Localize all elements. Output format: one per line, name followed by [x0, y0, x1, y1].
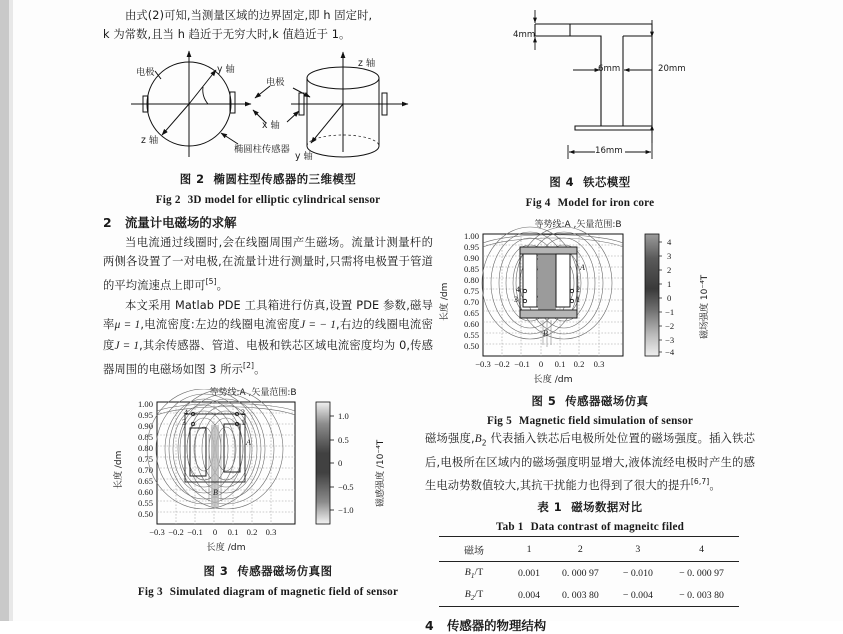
- fig5-ytick-5: 0.75: [463, 286, 479, 296]
- table-row-1-value-2: − 0.004: [612, 584, 664, 606]
- fig5-xtick-4: 0.1: [554, 359, 566, 369]
- fig5-annotation-3: 3: [514, 295, 518, 304]
- scan-edge-light: [9, 0, 13, 621]
- fig3-ytick-5: 0.75: [137, 454, 153, 465]
- table-row-0-value-2: − 0.010: [612, 562, 664, 584]
- para-3-tail: 。: [254, 362, 266, 376]
- fig4-caption-cn-num: 图 4: [549, 175, 575, 189]
- para-3-mu: μ = 1: [114, 319, 141, 332]
- fig5-cbtick-6: −2: [665, 321, 675, 331]
- figure-5-chart: [425, 220, 755, 385]
- fig5-caption-cn-num: 图 5: [531, 394, 557, 408]
- fig2-label-y-axis: y 轴: [217, 63, 235, 75]
- fig5-xtick-6: 0.3: [593, 359, 605, 369]
- fig3-x-axis-label: 长度 /dm: [206, 542, 246, 554]
- table-row-0-value-1: 0. 000 97: [549, 562, 612, 584]
- figure-5-caption-en: [425, 415, 755, 427]
- section-4-number: 4: [425, 618, 434, 634]
- fig3-xtick-0: −0.3: [149, 527, 165, 538]
- paragraph-1: [103, 6, 433, 45]
- para-3-b: ,电流密度:左边的线圈电流密度: [140, 318, 301, 332]
- fig3-cbtick-1: 0.5: [338, 435, 349, 446]
- para-2-tail: 。: [216, 278, 229, 292]
- fig5-annotation-1: 1: [576, 295, 580, 304]
- fig2-label-z-axis-left: z 轴: [141, 134, 159, 146]
- fig5-cbtick-3: 1: [667, 279, 672, 289]
- fig5-annotation-B: B: [543, 329, 548, 338]
- figure-4-diagram: [425, 0, 755, 178]
- section-2-number: 2: [103, 214, 112, 230]
- para-3-j1: J = − 1: [300, 319, 336, 332]
- table-row-1-value-3: − 0. 003 80: [664, 584, 739, 606]
- fig5-caption-en-num: Fig 5: [486, 415, 512, 427]
- fig5-annotation-4: 4: [516, 285, 520, 294]
- para-4-tail: 。: [709, 478, 721, 492]
- fig5-caption-en-text: Magnetic field simulation of sensor: [518, 415, 694, 427]
- table-1-caption-cn: [425, 499, 755, 515]
- fig2-caption-cn-text: 椭圆柱型传感器的三维模型: [213, 171, 357, 186]
- fig4-dimension-web: 6mm: [598, 64, 621, 74]
- figure-5-caption-cn: [425, 393, 755, 409]
- fig3-caption-cn-num: 图 3: [203, 564, 229, 579]
- row-0-unit: /T: [474, 566, 484, 578]
- table-row-0-label: [439, 562, 509, 584]
- section-2-heading: [103, 213, 433, 231]
- fig5-y-axis-label: 长度 /dm: [440, 282, 450, 321]
- fig5-x-axis-label: 长度 /dm: [533, 374, 573, 385]
- fig5-cbtick-0: 4: [667, 237, 672, 247]
- fig3-xtick-6: 0.3: [265, 527, 277, 538]
- fig5-ytick-9: 0.55: [463, 330, 479, 340]
- para-4-a: 磁场强度,: [425, 432, 475, 445]
- table-row-1-value-1: 0. 003 80: [549, 584, 612, 606]
- table-header-1: 1: [509, 537, 549, 562]
- fig5-cbtick-8: −4: [665, 347, 675, 357]
- fig5-ytick-7: 0.65: [463, 308, 479, 318]
- row-0-symbol: B: [464, 566, 471, 578]
- figure-2-caption-en: [103, 194, 433, 206]
- paragraph-4: [425, 429, 755, 495]
- fig3-xtick-2: −0.1: [187, 527, 203, 538]
- figure-4-caption-en: [425, 197, 755, 209]
- fig3-ytick-4: 0.80: [137, 443, 153, 454]
- fig3-ytick-2: 0.90: [137, 421, 153, 432]
- magnetic-field-data-table: [439, 536, 739, 607]
- fig3-caption-en-num: Fig 3: [137, 586, 163, 599]
- fig5-ytick-2: 0.90: [463, 253, 479, 263]
- fig5-cbtick-1: 3: [667, 251, 672, 261]
- para-2-ref: [5]: [205, 276, 217, 286]
- fig3-annotation-A: A: [246, 438, 251, 448]
- fig5-colorbar-label: 磁场强度 10⁻⁴T: [700, 274, 710, 339]
- para-3-a: 本文采用 Matlab PDE 工具箱进行仿真,设置 PDE 参数,磁导率: [103, 298, 433, 332]
- para-1-line-2: k 为常数,且当 h 趋近于无穷大时,k 值趋近于 1。: [103, 28, 351, 42]
- tab1-caption-cn-text: 磁场数据对比: [571, 500, 643, 515]
- para-3-ref: [2]: [243, 361, 255, 371]
- fig3-annotation-1: 1: [241, 418, 245, 428]
- fig2-caption-en-num: Fig 2: [155, 193, 181, 206]
- para-3-d: ,其余传感器、管道、电极和铁芯区域电流密度均为 0,传感器周围的电磁场如图 3 所示: [103, 338, 433, 376]
- table-row: [439, 562, 739, 584]
- tab1-caption-cn-num: 表 1: [537, 500, 563, 515]
- figure-3-caption-cn: [103, 563, 433, 579]
- fig3-ytick-6: 0.70: [137, 465, 153, 476]
- paragraph-2: [103, 233, 433, 295]
- fig5-colorbar-svg: [637, 221, 727, 373]
- section-2-title: 流量计电磁场的求解: [125, 214, 237, 230]
- figure-2-diagram: [103, 47, 433, 165]
- fig2-label-z-axis-right: z 轴: [358, 57, 376, 69]
- fig4-dimension-thickness: 4mm: [513, 30, 536, 40]
- fig5-ytick-10: 0.50: [463, 341, 479, 351]
- para-4-b2-sub: 2: [481, 438, 487, 448]
- left-column: [103, 0, 433, 621]
- row-1-symbol: B: [464, 588, 471, 600]
- fig5-ytick-3: 0.85: [463, 264, 479, 274]
- fig5-ytick-0: 1.00: [463, 231, 479, 241]
- fig5-cbtick-5: −1: [665, 307, 675, 317]
- table-row: [439, 584, 739, 606]
- fig3-ytick-10: 0.50: [137, 509, 153, 520]
- fig5-xtick-5: 0.2: [573, 359, 585, 369]
- para-4-ref: [6,7]: [690, 477, 710, 487]
- fig2-label-sensor: 椭圆柱传感器: [234, 143, 290, 155]
- fig5-annotation-2: 2: [576, 285, 580, 294]
- fig3-caption-en-text: Simulated diagram of magnetic field of sensor: [169, 586, 399, 599]
- fig2-label-y-axis-right: y 轴: [295, 150, 313, 162]
- table-row-0-value-3: − 0. 000 97: [664, 562, 739, 584]
- fig3-xtick-5: 0.2: [246, 527, 258, 538]
- fig5-xtick-2: −0.1: [514, 359, 530, 369]
- fig3-ytick-7: 0.65: [137, 476, 153, 487]
- table-header-field: 磁场: [439, 537, 509, 562]
- fig5-xtick-3: 0: [538, 359, 544, 369]
- fig3-cbtick-3: −0.5: [338, 482, 354, 493]
- fig5-cbtick-2: 2: [667, 265, 672, 275]
- fig5-annotation-A: A: [580, 263, 585, 272]
- figure-3-caption-en: [103, 586, 433, 598]
- table-header-4: 4: [664, 537, 739, 562]
- fig5-xtick-1: −0.2: [494, 359, 510, 369]
- fig4-caption-cn-text: 铁芯模型: [583, 175, 631, 189]
- para-4-b2: B: [474, 433, 482, 445]
- fig4-caption-en-text: Model for iron core: [557, 197, 655, 209]
- table-header-2: 2: [549, 537, 612, 562]
- fig3-ytick-9: 0.55: [137, 498, 153, 509]
- tab1-caption-en-text: Data contrast of magneitc filed: [530, 521, 685, 534]
- fig3-annotation-3: 3: [182, 418, 186, 428]
- fig4-dimension-height: 20mm: [658, 64, 686, 74]
- para-3-c: ,右边的线圈电流密度: [103, 318, 433, 352]
- fig3-xtick-1: −0.2: [168, 527, 184, 538]
- row-1-unit: /T: [474, 588, 484, 600]
- fig3-cbtick-2: 0: [338, 458, 343, 469]
- table-row-0-value-0: 0.001: [509, 562, 549, 584]
- fig5-cbtick-4: 0: [667, 293, 672, 303]
- fig2-caption-en-text: 3D model for elliptic cylindrical sensor: [187, 193, 381, 206]
- fig3-ytick-1: 0.95: [137, 410, 153, 421]
- table-row-1-value-0: 0.004: [509, 584, 549, 606]
- fig2-label-x-axis: x 轴: [262, 119, 280, 131]
- table-1-caption-en: [425, 521, 755, 533]
- right-column: [425, 0, 755, 634]
- figure-4-svg: [425, 0, 755, 178]
- fig5-chart-title: 等势线:A ,矢量范围:B: [534, 220, 622, 230]
- para-2-text: 当电流通过线圈时,会在线圈周围产生磁场。流量计测量杆的两侧各设置了一对电极,在流量计进行测量时,只需将电极置于管道的平均流速点上即可: [103, 235, 433, 292]
- fig5-xtick-0: −0.3: [475, 359, 491, 369]
- row-1-subscript: 2: [470, 592, 475, 602]
- fig3-cbtick-0: 1.0: [338, 411, 349, 422]
- fig2-label-electrode-mid: 电极: [266, 76, 285, 88]
- fig5-ytick-8: 0.60: [463, 319, 479, 329]
- para-4-b: 代表插入铁芯后电极所处位置的磁场强度。插入铁芯后,电极所在区域内的磁场强度明显增大,液体流经电极时产生的感生电动势数值较大,其抗干扰能力也得到了很大的提升: [425, 432, 755, 492]
- table-header-row: [439, 537, 739, 562]
- fig4-dimension-width: 16mm: [595, 146, 623, 156]
- fig2-caption-cn-num: 图 2: [179, 171, 205, 186]
- scan-edge-dark: [0, 0, 9, 621]
- fig3-xtick-4: 0.1: [227, 527, 239, 538]
- para-1-line-1: 由式(2)可知,当测量区域的边界固定,即 h 固定时,: [125, 9, 373, 22]
- figure-3-chart: [103, 388, 433, 554]
- fig5-ytick-6: 0.70: [463, 297, 479, 307]
- section-4-heading: [425, 616, 755, 634]
- fig3-ytick-8: 0.60: [137, 487, 153, 498]
- fig3-annotation-B: B: [213, 488, 218, 498]
- fig3-ytick-3: 0.85: [137, 432, 153, 443]
- paragraph-3: [103, 296, 433, 379]
- fig3-annotation-2: 2: [241, 408, 245, 418]
- tab1-caption-en-num: Tab 1: [495, 521, 524, 534]
- fig3-cbtick-4: −1.0: [338, 505, 354, 516]
- fig3-annotation-4: 4: [184, 408, 188, 418]
- fig3-chart-title: 等势线:A ,矢量范围:B: [209, 388, 297, 399]
- fig5-cbtick-7: −3: [665, 335, 675, 345]
- fig3-colorbar-label: 磁感强度 /10⁻⁴T: [376, 439, 386, 508]
- figure-2-caption-cn: [103, 171, 433, 187]
- fig5-caption-cn-text: 传感器磁场仿真: [565, 394, 649, 408]
- section-4-title: 传感器的物理结构: [447, 618, 547, 634]
- fig2-label-electrode-left: 电极: [136, 66, 155, 78]
- table-row-1-label: [439, 584, 509, 606]
- fig5-ytick-4: 0.80: [463, 275, 479, 285]
- fig3-y-axis-label: 长度 /dm: [114, 450, 124, 490]
- fig4-caption-en-num: Fig 4: [525, 197, 551, 209]
- fig3-xtick-3: 0: [212, 527, 218, 538]
- fig5-ytick-1: 0.95: [463, 242, 479, 252]
- para-3-j2: J = 1: [114, 339, 140, 352]
- table-header-3: 3: [612, 537, 664, 562]
- fig3-caption-cn-text: 传感器磁场仿真图: [237, 564, 333, 579]
- fig3-ytick-0: 1.00: [137, 399, 153, 410]
- row-0-subscript: 1: [470, 570, 475, 580]
